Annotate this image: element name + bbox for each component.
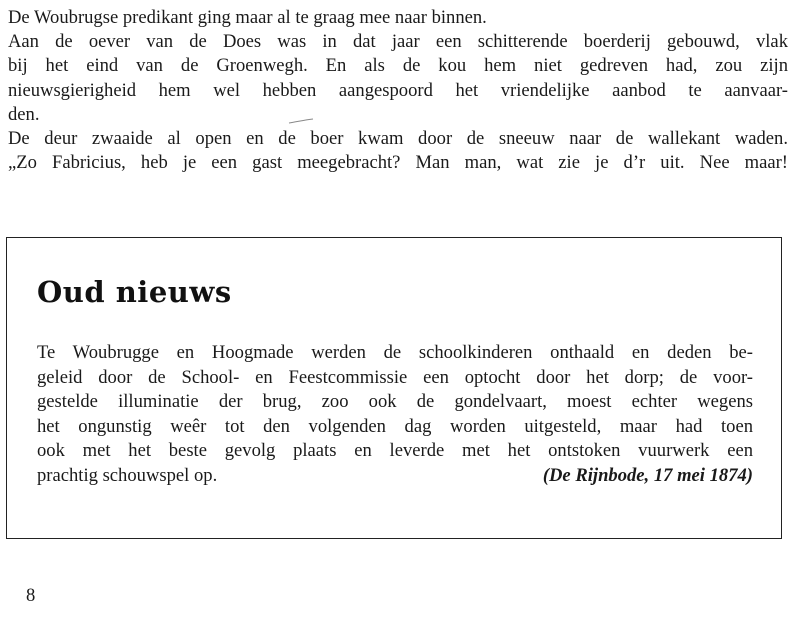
old-news-line: geleid door de School- en Feestcommissie een optocht door het dorp; de voor- xyxy=(37,366,753,388)
page-number: 8 xyxy=(26,585,36,606)
old-news-box xyxy=(6,237,782,539)
story-line: Aan de oever van de Does was in dat jaar een schitterende boerderij gebouwd, vlak xyxy=(8,31,788,53)
old-news-last-line xyxy=(37,464,753,489)
story-line: „Zo Fabricius, heb je een gast meegebracht? Man man, wat zie je d’r uit. Nee maar! xyxy=(8,152,788,174)
scan-mark-decoration xyxy=(288,118,314,124)
old-news-source: (De Rijnbode, 17 mei 1874) xyxy=(542,464,753,486)
story-line: bij het eind van de Groenwegh. En als de kou hem niet gedreven had, zou zijn xyxy=(8,55,788,77)
old-news-line: gestelde illuminatie der brug, zoo ook de gondelvaart, moest echter wegens xyxy=(37,391,753,413)
story-line: De Woubrugse predikant ging maar al te graag mee naar binnen. xyxy=(8,7,487,28)
story-line: nieuwsgierigheid hem wel hebben aangespoord het vriendelijke aanbod te aanvaar- xyxy=(8,79,788,101)
old-news-line: prachtig schouwspel op. xyxy=(37,464,218,486)
old-news-line: ook met het beste gevolg plaats en leverde met het ontstoken vuurwerk een xyxy=(37,440,753,462)
old-news-title: Oud nieuws xyxy=(37,275,232,309)
story-line: De deur zwaaide al open en de boer kwam door de sneeuw naar de wallekant waden. xyxy=(8,128,788,150)
old-news-line: Te Woubrugge en Hoogmade werden de schoolkinderen onthaald en deden be- xyxy=(37,342,753,363)
old-news-body xyxy=(37,341,753,489)
old-news-line: het ongunstig weêr tot den volgenden dag worden uitgesteld, maar had toen xyxy=(37,415,753,437)
story-line: den. xyxy=(8,103,40,125)
story-text xyxy=(8,6,788,175)
